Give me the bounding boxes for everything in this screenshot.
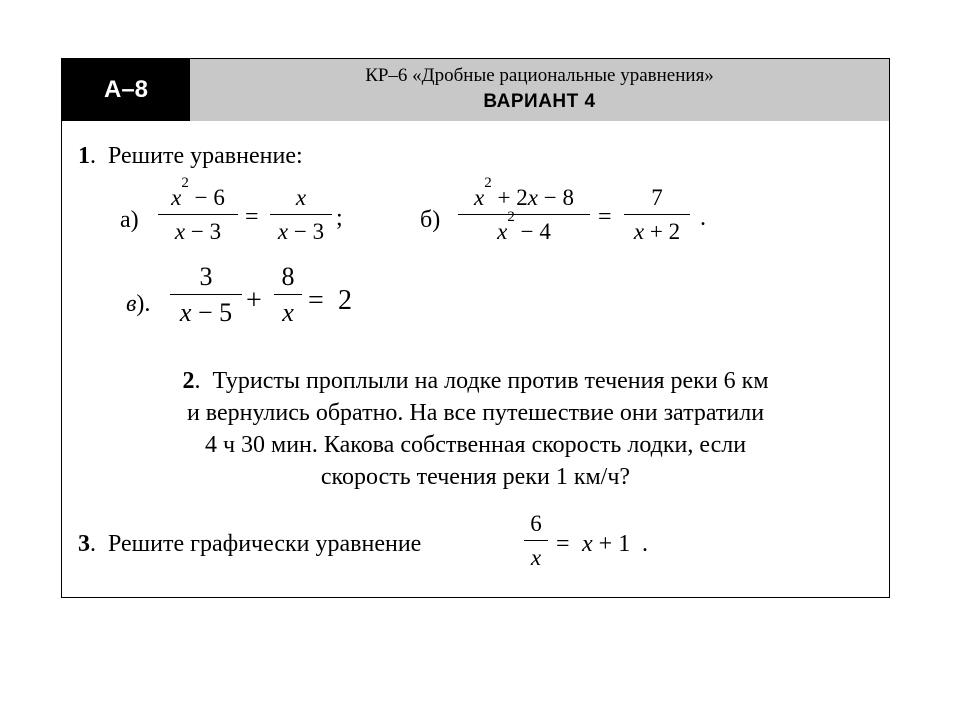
task1b-lhs-fraction [458, 175, 590, 245]
task1-prompt: Решите уравнение: [108, 143, 303, 169]
task1a-rhs-denominator: x − 3 [277, 219, 325, 244]
task3-number: 3 [78, 531, 90, 557]
task1a-rhs-numerator: x [295, 185, 307, 210]
task1c-letter: в [126, 291, 137, 317]
task2-line-4: скорость течения реки 1 км/ч? [320, 464, 631, 490]
task1a-end: ; [336, 205, 343, 231]
task3-rhs: x + 1 [582, 531, 631, 557]
task2-line-1: 2. Туристы проплыли на лодке против течения реки 6 км [182, 368, 769, 394]
task3-equals: = [556, 531, 570, 557]
header-panel [190, 59, 889, 121]
task3-prompt: Решите графически уравнение [108, 531, 422, 557]
task1b-rhs-denominator: x + 2 [633, 219, 681, 244]
task1-heading: 1. Решите уравнение: [78, 143, 303, 169]
task1b-label: б) [420, 207, 441, 233]
task1c-fraction-2-numerator: 8 [281, 262, 295, 291]
task1a-lhs-fraction [158, 175, 238, 245]
task1a-rhs-fraction [270, 185, 332, 245]
task2-line-2: и вернулись обратно. На все путешествие они затратили [186, 400, 765, 426]
task2-line-3: 4 ч 30 мин. Какова собственная скорость лодки, если [204, 432, 747, 458]
task3-heading: 3. Решите графически уравнение [78, 531, 422, 557]
task1b-lhs-numerator: $x^2 + 2x - 8$ [474, 175, 574, 210]
task1c-fraction-2-denominator: x [282, 298, 294, 327]
task1c-fraction-1-numerator: 3 [199, 262, 213, 291]
task1a-label: а) [120, 207, 139, 233]
worksheet-card [61, 58, 890, 598]
task1b-equals: = [598, 204, 612, 230]
task1a-lhs-denominator: x − 3 [174, 219, 222, 244]
task3-numerator: 6 [530, 511, 542, 536]
task1c-fraction-2 [274, 263, 302, 327]
task1-number: 1 [78, 143, 90, 169]
task1a-lhs-numerator: $x^2 - 6$ [171, 175, 225, 210]
header-variant: ВАРИАНТ 4 [483, 91, 596, 112]
task1c-label [126, 291, 150, 318]
task1b-rhs-numerator: 7 [651, 185, 663, 210]
task3-denominator: x [530, 545, 542, 570]
task1c-fraction-1-denominator: x − 5 [179, 298, 233, 327]
task1b-end: . [700, 205, 706, 231]
task2-text [62, 365, 889, 493]
task1c-rhs: 2 [338, 285, 352, 316]
header-code: А–8 [62, 59, 190, 121]
task2-number: 2 [182, 368, 195, 394]
task1b-rhs-fraction [624, 185, 690, 245]
task3-end: . [642, 531, 648, 557]
task1b-lhs-denominator: $x^2 - 4$ [497, 209, 551, 244]
task1c-fraction-1 [170, 263, 242, 327]
task3-fraction [524, 511, 548, 571]
task1c-equals: = [308, 285, 324, 316]
task1c-plus: + [246, 285, 262, 316]
task1a-equals: = [245, 204, 259, 230]
task1c-label-suffix: ). [136, 291, 151, 317]
header-title: КР–6 «Дробные рациональные уравнения» [365, 65, 714, 86]
